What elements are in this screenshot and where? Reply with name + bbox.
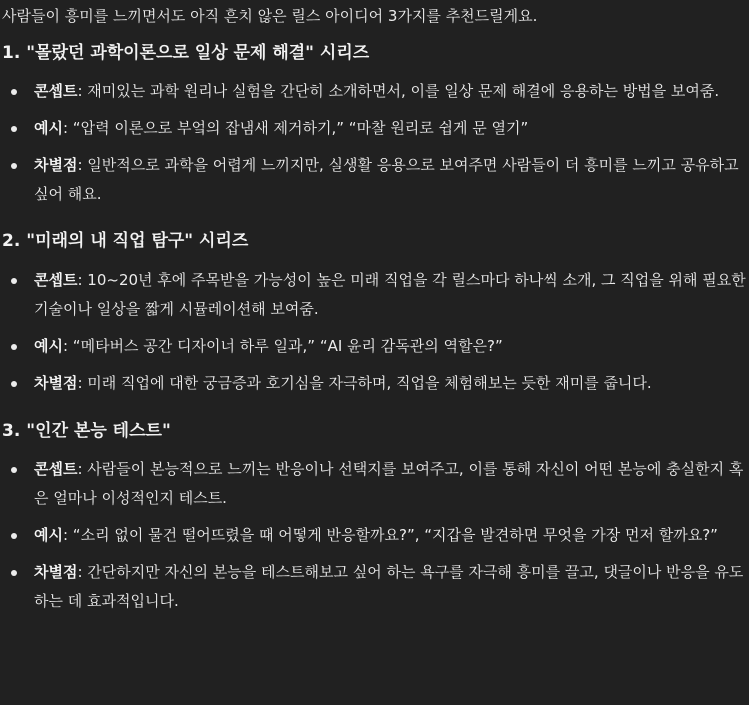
item-text: : “메타버스 공간 디자이너 하루 일과,” “AI 윤리 감독관의 역할은?”: [62, 337, 503, 355]
list-item: [2, 114, 746, 143]
bullet-icon: [11, 163, 17, 169]
bullet-icon: [11, 278, 17, 284]
list-item: [2, 521, 746, 550]
section-number: 3.: [2, 421, 21, 441]
section-3: [2, 419, 746, 616]
item-text: : 사람들이 본능적으로 느끼는 반응이나 선택지를 보여주고, 이를 통해 자신이 어떤 본능에 충실한지 혹은 얼마나 이성적인지 테스트.: [34, 460, 744, 507]
section-title-text: "몰랐던 과학이론으로 일상 문제 해결" 시리즈: [26, 43, 370, 63]
list-item: [2, 332, 746, 361]
bullet-icon: [11, 344, 17, 350]
item-text: : 간단하지만 자신의 본능을 테스트해보고 싶어 하는 욕구를 자극해 흥미를 끌고, 댓글이나 반응을 유도하는 데 효과적입니다.: [34, 563, 744, 610]
bullet-list: [2, 266, 746, 398]
list-item: [2, 369, 746, 398]
bullet-list: [2, 455, 746, 616]
item-label: 차별점: [34, 374, 78, 392]
bullet-icon: [11, 570, 17, 576]
bullet-icon: [11, 533, 17, 539]
section-1: [2, 41, 746, 209]
item-label: 콘셉트: [34, 271, 78, 289]
item-text: : 일반적으로 과학을 어렵게 느끼지만, 실생활 응용으로 보여주면 사람들이 더 흥미를 느끼고 공유하고 싶어 해요.: [34, 156, 739, 203]
item-label: 콘셉트: [34, 82, 78, 100]
list-item: [2, 266, 746, 324]
item-label: 차별점: [34, 563, 78, 581]
section-title-text: "인간 본능 테스트": [26, 421, 171, 441]
bullet-list: [2, 77, 746, 209]
section-2: [2, 229, 746, 398]
item-text: : 10~20년 후에 주목받을 가능성이 높은 미래 직업을 각 릴스마다 하나씩 소개, 그 직업을 위해 필요한 기술이나 일상을 짧게 시뮬레이션해 보여줌.: [34, 271, 746, 318]
section-title: [2, 419, 746, 443]
section-number: 2.: [2, 231, 21, 251]
intro-text: 사람들이 흥미를 느끼면서도 아직 흔치 않은 릴스 아이디어 3가지를 추천드릴게요.: [2, 7, 538, 25]
item-text: : 미래 직업에 대한 궁금증과 호기심을 자극하며, 직업을 체험해보는 듯한 재미를 줍니다.: [77, 374, 652, 392]
list-item: [2, 151, 746, 209]
bullet-icon: [11, 381, 17, 387]
section-title: [2, 229, 746, 253]
bullet-icon: [11, 89, 17, 95]
item-label: 예시: [34, 526, 63, 544]
section-number: 1.: [2, 43, 21, 63]
list-item: [2, 455, 746, 513]
item-label: 예시: [34, 337, 63, 355]
section-title-text: "미래의 내 직업 탐구" 시리즈: [26, 231, 249, 251]
chat-response: [2, 0, 746, 616]
item-text: : “소리 없이 물건 떨어뜨렸을 때 어떻게 반응할까요?”, “지갑을 발견하면 무엇을 가장 먼저 할까요?”: [62, 526, 718, 544]
item-label: 차별점: [34, 156, 78, 174]
item-label: 예시: [34, 119, 63, 137]
item-text: : 재미있는 과학 원리나 실험을 간단히 소개하면서, 이를 일상 문제 해결에 응용하는 방법을 보여줌.: [77, 82, 720, 100]
item-text: : “압력 이론으로 부엌의 잡냄새 제거하기,” “마찰 원리로 쉽게 문 열기”: [62, 119, 529, 137]
section-title: [2, 41, 746, 65]
bullet-icon: [11, 467, 17, 473]
list-item: [2, 77, 746, 106]
item-label: 콘셉트: [34, 460, 78, 478]
list-item: [2, 558, 746, 616]
bullet-icon: [11, 126, 17, 132]
